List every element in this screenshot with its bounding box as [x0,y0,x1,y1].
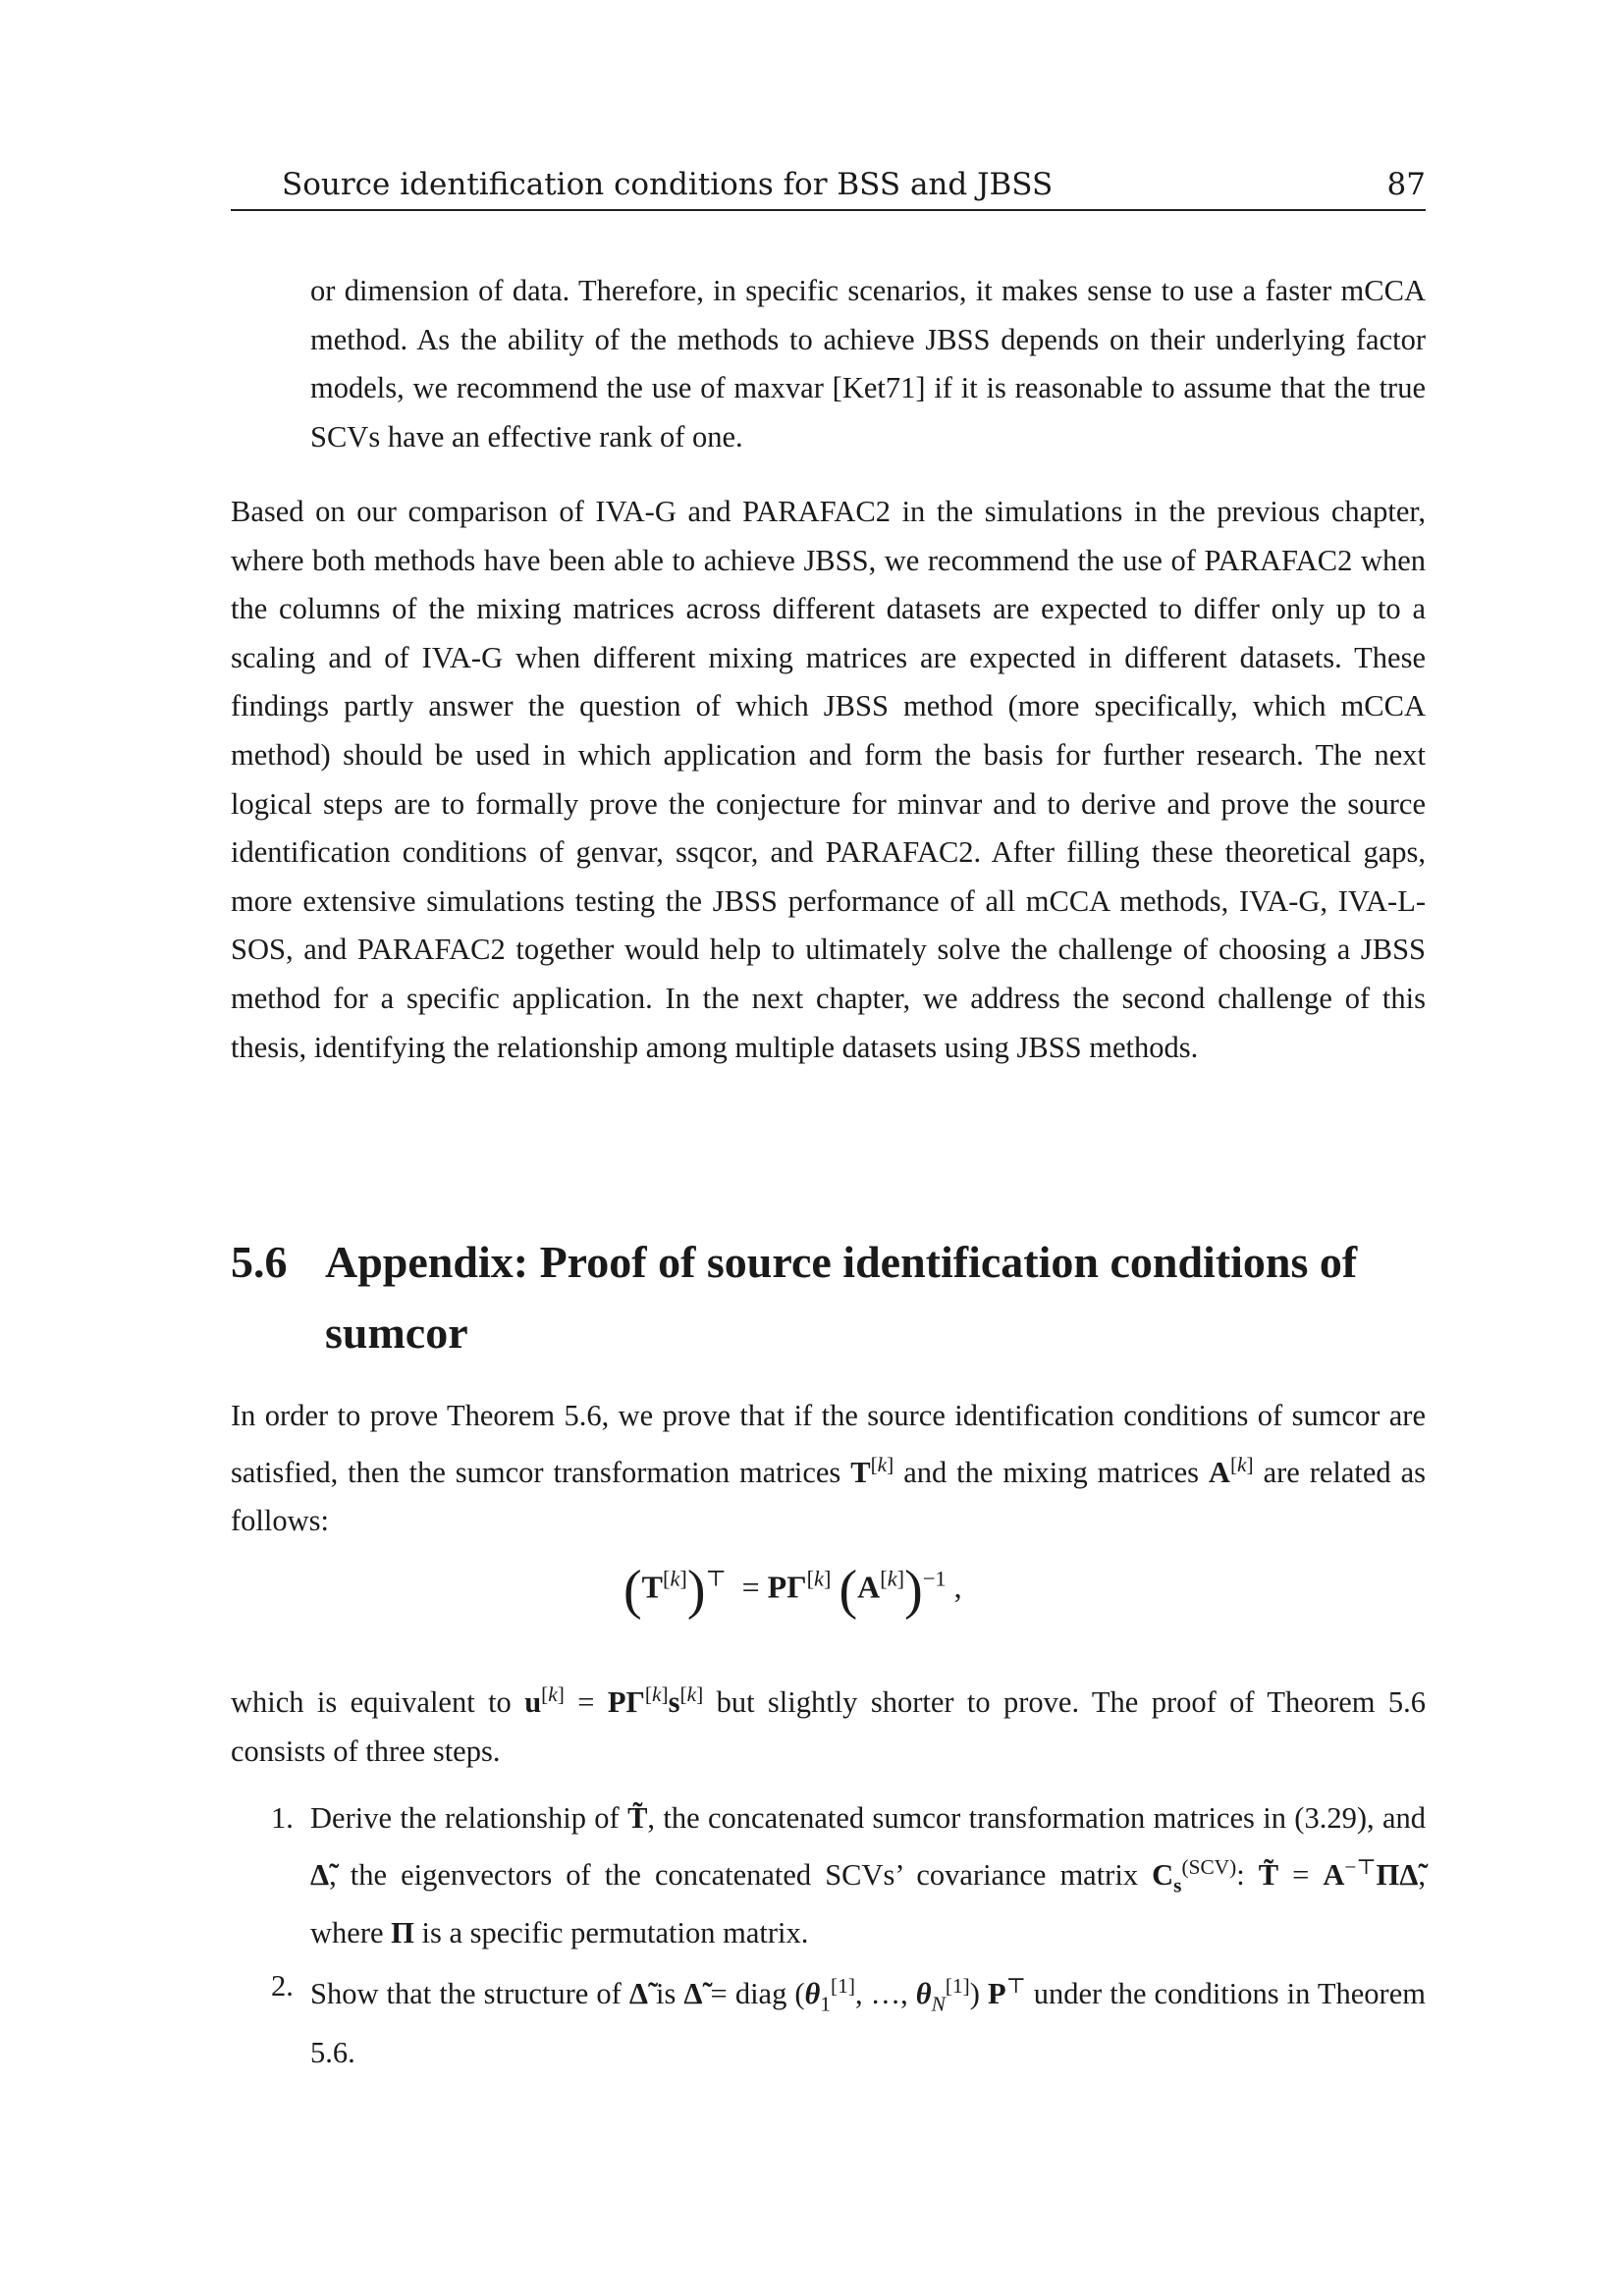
section-title: Appendix: Proof of source identification conditions of sumcor [325,1237,1358,1358]
list-item-body: Show that the structure of Δ̃ is Δ̃ = diag ($\theta_1[1]$, …, $\theta_N[1]$) P⊤ under the conditions in Theorem 5.6. [310,1974,1426,2069]
proof-intro-text-c: are related as follows: [231,1455,1427,1538]
page-number: 87 [1386,167,1426,202]
proof-intro-text-a: In order to prove Theorem 5.6, we prove that if the source identification conditions of sumcor are satisfied, then the sumcor transformation matrices [231,1399,1426,1489]
paragraph-recommendation: Based on our comparison of IVA-G and PARAFAC2 in the simulations in the previous chapter, where both methods have been able to achieve JBSS, we recommend the use of PARAFAC2 when the columns of the mixing matrices across different datasets are expected to differ only up to a scaling and of IVA-G when different mixing matrices are expected in different datasets. These findings partly answer the question of which JBSS method (more specifically, which mCCA method) should be used in which application and form the basis for further research. The next logical steps are to formally prove the conjecture for minvar and to derive and prove the source identification conditions of genvar, ssqcor, and PARAFAC2. After filling these theoretical gaps, more extensive simulations testing the JBSS performance of all mCCA methods, IVA-G, IVA-L-SOS, and PARAFAC2 together would help to ultimately solve the challenge of choosing a JBSS method for a specific application. In the next chapter, we address the second challenge of this thesis, identifying the relationship among multiple datasets using JBSS methods. [231,495,1426,1064]
equivalence-text-a: which is equivalent to [231,1685,512,1720]
paragraph-proof-intro: In order to prove Theorem 5.6, we prove that if the source identification conditions of sumcor are satisfied, then the sumcor transformation matrices T[k] and the mixing matrices A[k] are related as follows: [231,1399,1427,1538]
paragraph-equivalence: which is equivalent to u[k] = PΓ[k]s[k] but slightly shorter to prove. The proof of Theorem 5.6 consists of three steps. [231,1682,1427,1768]
list-marker: 1. [271,1801,294,1835]
header-rule [231,209,1426,211]
running-header [231,167,1426,210]
equivalence-text-b: but slightly shorter to prove. The proof of Theorem 5.6 consists of three steps. [231,1685,1427,1768]
proof-intro-text-b: and the mixing matrices [903,1455,1199,1489]
paragraph-continued: or dimension of data. Therefore, in specific scenarios, it makes sense to use a faster mCCA method. As the ability of the methods to achieve JBSS depends on their underlying factor models, we recommend the use of maxvar [Ket71] if it is reasonable to assume that the true SCVs have an effective rank of one. [310,274,1426,454]
list-marker: 2. [271,1969,294,2002]
section-number: 5.6 [231,1237,288,1287]
list-item-body: Derive the relationship of T̃, the concatenated sumcor transformation matrices in (3.29), and Δ̃, the eigenvectors of the concatenated SCVs’ covariance matrix $C_s^{(SCV)}$: T̃ = A−⊤ΠΔ̃, where Π is a specific permutation matrix. [310,1801,1426,1950]
running-title: Source identification conditions for BSS and JBSS [282,167,1054,202]
display-equation: (T[k])⊤ = PΓ[k] $(A[k])^{-1}$ , [623,1560,962,1621]
